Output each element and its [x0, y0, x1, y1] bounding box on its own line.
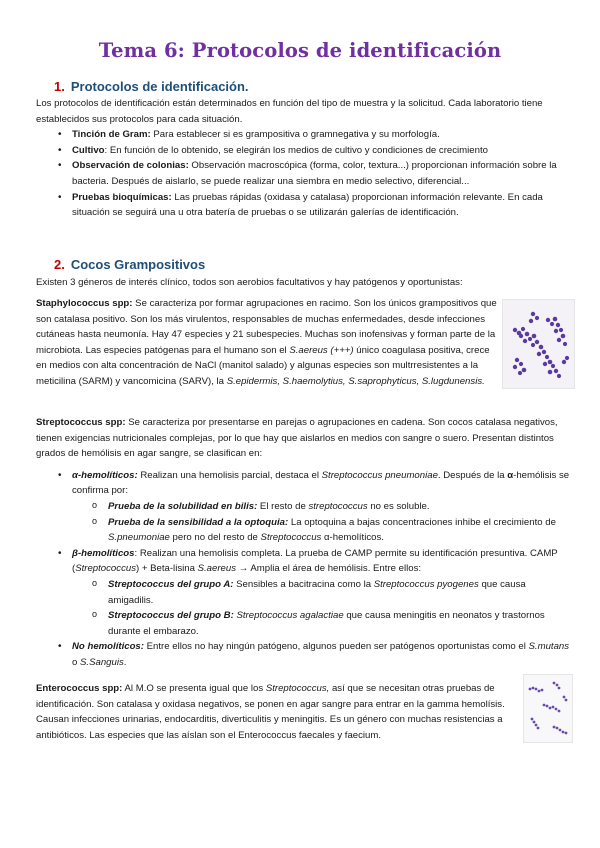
- text-run: Sensibles a bacitracina como la: [233, 578, 374, 590]
- sublist-term: Prueba de la solubilidad en bilis:: [108, 500, 258, 512]
- section-1-title: Protocolos de identificación.: [70, 79, 249, 94]
- section-1-list: [36, 127, 572, 221]
- text-run: Entre ellos no hay ningún patógeno, algunos pueden ser patógenos oportunistas como el: [143, 641, 529, 653]
- list-term: No hemolíticos:: [72, 641, 144, 653]
- text-run: Se caracteriza por formar agrupaciones en racimo. Son los únicos grampositivos que son catalasa positivo. Son los más virulentos, responsables de muchas enfermedades, desde infecciones cutáneas hasta neumonía. Hay 47 especies y 21 subespecies. Muchas son inofensivas y forman parte de la microbiota. Las especies patógenas para el humano son el: [36, 298, 497, 356]
- italic-run: Streptococcus pyogenes: [373, 578, 479, 590]
- section-2-heading: [54, 256, 205, 274]
- cocci-chain-illustration: [524, 675, 572, 742]
- alpha-symbol: α: [72, 469, 78, 481]
- sublist-term: Prueba de la sensibilidad a la optoquia:: [108, 516, 289, 528]
- text-run: o: [72, 656, 81, 668]
- italic-run: S.pneumoniae: [108, 532, 170, 544]
- list-text: Las pruebas rápidas (oxidasa y catalasa) proporcionan información relevante. En cada situación se seguirá una u otra batería de pruebas o se utilizarán galerías de identificación.: [72, 191, 543, 219]
- text-run: así que se necesitan otras pruebas de identificación. Son catalasa y oxidasa negativos, se ponen en agar sangre para entrar en la gamma hemolísis. Causan infecciones urinarias, endocarditis, diverticulitis y meningitis. Es un género con muchas resistencias a antibióticos. Las especies que las aíslan son el Enterococcus faecales y faecium.: [36, 683, 505, 741]
- sublist-item: [36, 577, 572, 608]
- text-run: .: [123, 656, 127, 668]
- list-item: [36, 190, 572, 221]
- genus-term: Enterococcus spp:: [36, 683, 123, 694]
- section-2-intro: Existen 3 géneros de interés clínico, todos son aerobios facultativos y hay patógenos y oportunistas:: [36, 277, 463, 288]
- list-term: Tinción de Gram:: [72, 129, 151, 141]
- section-2-title: Cocos Grampositivos: [70, 257, 206, 272]
- beta-symbol: β: [72, 547, 78, 559]
- sublist-term: Streptococcus del grupo A:: [108, 578, 234, 590]
- streptococcus-paragraph: [36, 415, 572, 462]
- italic-run: S.mutans: [528, 641, 570, 653]
- genus-term: Staphylococcus spp:: [36, 298, 133, 309]
- text-run: que causa amigadilis.: [108, 578, 526, 606]
- enterococcus-paragraph: [36, 681, 516, 743]
- text-run: Se caracteriza por presentarse en parejas o agrupaciones en cadena. Son cocos catalasa negativos, tienen exigencias nutricionales complejas, por lo que hay que aislarlos en medios con sangre o suero. Presentan distintos grados de hemólisis en agar sangre, se clasifican en:: [36, 417, 558, 460]
- list-term: -hemolíticos: [77, 547, 135, 559]
- section-1-heading: [54, 78, 249, 96]
- list-text: : En función de lo obtenido, se elegirán los medios de cultivo y condiciones de crecimiento: [104, 144, 488, 156]
- list-text: Observación macroscópica (forma, color, textura...) proporcionan información sobre la bacteria. Después de aislarlo, se puede realizar una siembra en medio selectivo, diferencial...: [72, 160, 557, 187]
- staphylococcus-micrograph: [502, 299, 575, 389]
- list-item: [36, 143, 572, 159]
- text-run: ) + Beta-lisina: [136, 563, 198, 575]
- text-run: → Amplia el área de hemólisis. Entre ellos:: [236, 563, 422, 575]
- italic-run: Streptococcus,: [265, 683, 330, 694]
- sublist-item: [36, 515, 572, 546]
- alpha-symbol: α: [507, 469, 514, 481]
- section-1-intro: Los protocolos de identificación están determinados en función del tipo de muestra y la solicitud. Cada laboratorio tiene establecidos sus protocolos para cada situación.: [36, 98, 543, 125]
- text-run: La optoquina a bajas concentraciones inhibe el crecimiento de: [288, 516, 556, 528]
- text-run: α-hemolíticos.: [321, 532, 384, 544]
- hemolysis-list-beta: [36, 546, 572, 577]
- text-run: que causa meningitis en neonatos y trastornos durante el embarazo.: [108, 610, 545, 637]
- list-item-beta: [36, 546, 572, 577]
- staphylococcus-paragraph: [36, 296, 498, 390]
- list-item: [36, 127, 572, 143]
- alpha-sublist: [36, 499, 572, 546]
- list-term: -hemolíticos:: [77, 469, 138, 481]
- beta-sublist: [36, 577, 572, 639]
- italic-run: S.epidermis, S.haemolytius, S.saprophyticus, S.lugdunensis.: [226, 375, 485, 387]
- section-1-number: 1.: [54, 79, 65, 94]
- section-1-body: [36, 96, 572, 221]
- italic-run: S.aereus: [197, 563, 236, 575]
- italic-run: Streptococcus: [75, 563, 136, 575]
- italic-run: S.Sanguis: [80, 656, 124, 668]
- text-run: único coagulasa positiva, crece en medios con alta concentración de NaCl (manitol salado) y algunas especies son multrresistentes a la meticilina (SARM) y vancomicina (SARV), la: [36, 344, 490, 387]
- list-item-alpha: [36, 468, 572, 499]
- italic-run: streptococcus: [308, 500, 368, 512]
- italic-run: S.aereus (+++): [289, 344, 354, 356]
- italic-run: Streptococcus: [260, 532, 322, 544]
- sublist-item: [36, 499, 572, 515]
- list-term: Cultivo: [72, 144, 105, 156]
- text-run: -hemólisis se confirma por:: [72, 469, 570, 497]
- list-text: Para establecer si es grampositiva o gramnegativa y su morfología.: [150, 129, 440, 141]
- text-run: . Después de la: [437, 469, 508, 481]
- page-title: Tema 6: Protocolos de identificación: [98, 39, 502, 62]
- text-run: Al M.O se presenta igual que los: [122, 683, 266, 694]
- italic-run: Streptococcus agalactiae: [236, 610, 344, 622]
- text-run: pero no del resto de: [169, 532, 261, 544]
- text-run: Realizan una hemolisis parcial, destaca el: [137, 469, 322, 481]
- text-run: El resto de: [257, 500, 309, 512]
- list-term: Pruebas bioquímicas:: [72, 191, 172, 203]
- cocci-cluster-illustration: [503, 300, 574, 388]
- list-item-non-hemolytic: [36, 639, 572, 670]
- streptococcus-section: [36, 415, 572, 671]
- italic-run: Streptococcus pneumoniae: [321, 469, 438, 481]
- section-2-number: 2.: [54, 257, 65, 272]
- hemolysis-list: [36, 468, 572, 499]
- text-run: no es soluble.: [367, 500, 430, 512]
- enterococcus-micrograph: [523, 674, 573, 743]
- genus-term: Streptococcus spp:: [36, 417, 126, 428]
- hemolysis-list-non: [36, 639, 572, 670]
- sublist-term: Streptococcus del grupo B:: [108, 610, 234, 622]
- sublist-item: [36, 608, 572, 639]
- text-run: : Realizan una hemolisis completa. La prueba de CAMP permite su identificación presuntiva. CAMP (: [72, 547, 558, 575]
- list-item: [36, 158, 572, 189]
- list-term: Observación de colonias:: [72, 160, 189, 172]
